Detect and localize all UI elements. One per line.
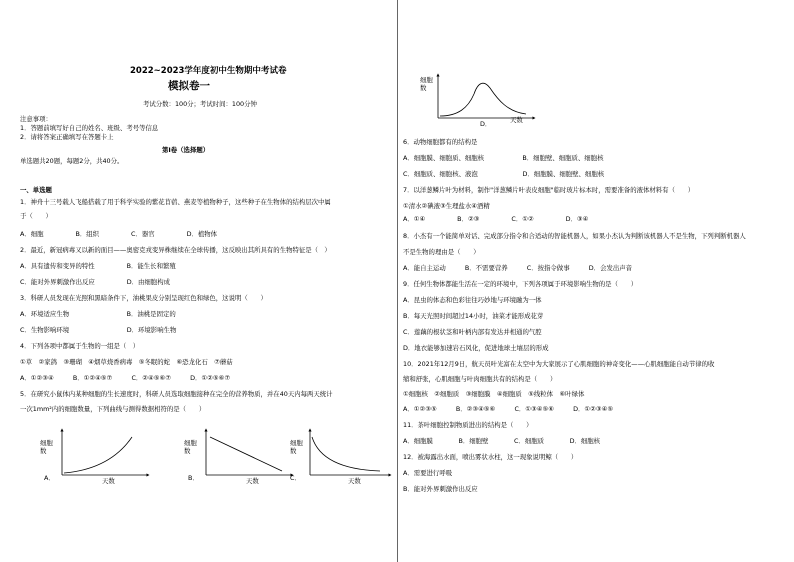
question-line: 6．动物细胞都有的结构是: [403, 138, 478, 146]
graph-c: [290, 425, 395, 485]
question-line: 7．以洋葱鳞片叶为材料，制作"洋葱鳞片叶表皮细胞"临时玻片标本时，需要准备的液体材料有（ ）: [403, 186, 695, 194]
option-line: A．细胞膜 B．细胞壁 C．细胞质 D．细胞核: [403, 437, 601, 445]
y-axis-label: 细胞数: [40, 439, 53, 455]
option-line: C．能对外界刺激作出反应 D．由细胞构成: [20, 278, 170, 286]
exam-info: 考试分数：100分；考试时间：100分钟: [143, 100, 257, 108]
notice-title: 注意事项：: [20, 115, 52, 123]
section-desc: 单选题共20题，每题2分，共40分。: [20, 157, 124, 165]
graph-a-label: A．: [44, 474, 55, 482]
option-line: A．具有遗传和变异的特性 B．能生长和繁殖: [20, 262, 176, 270]
option-line: A．环境适应生物 B．油桃是固定的: [20, 310, 176, 318]
items-line: ①细胞核 ②细胞质 ③细胞膜 ④细胞质 ⑤线粒体 ⑥叶绿体: [403, 390, 585, 398]
graph-a: [40, 425, 155, 485]
x-axis-label: 天数: [246, 477, 259, 485]
option-line: C．细胞质、细胞核、液泡 D．细胞膜、细胞壁、细胞核: [403, 170, 605, 178]
option-line: D．地衣能够加速岩石风化，促进地球土壤层的形成: [403, 344, 549, 352]
question-line: 11．茶叶细胞控制物质进出的结构是（ ）: [403, 421, 533, 429]
exam-subtitle: 模拟卷一: [168, 80, 210, 92]
question-line: 5．在研究小鼠体内某种细胞的生长速度时，科研人员选取细胞接种在完全的营养物质，并在40天内每两天统计: [20, 390, 333, 398]
option-line: A．细胞 B．组织 C．器官 D．植物体: [20, 230, 218, 238]
y-axis-label: 细胞数: [420, 76, 433, 92]
section-title: 第Ⅰ卷（选择题）: [162, 146, 210, 154]
items-line: ①草 ②家鸽 ③珊瑚 ④烟草烧香病毒 ⑤冬眠的蛇 ⑥恐龙化石 ⑦蘑菇: [20, 358, 233, 366]
question-line: 4．下列各项中都属于生物的一组是（ ）: [20, 342, 140, 350]
y-axis-label: 细胞数: [290, 439, 303, 455]
question-line: 8．小杰有一个能简单对话、完成部分指令和合适动的智能机器人，如果小杰认为判断该机器人不是生物，下列判断机器人: [403, 232, 746, 240]
option-line: A．需要进行呼吸: [403, 469, 453, 477]
graph-d-label: D．: [480, 120, 492, 128]
x-axis-label: 天数: [510, 116, 523, 124]
notice-1: 1．答题前填写好自己的姓名、班级、考号等信息: [20, 124, 159, 132]
option-line: C．莲藕的根状茎和叶柄内部有发达并相通的气腔: [403, 328, 542, 336]
graph-b: [184, 425, 299, 485]
y-axis-label: 细胞数: [184, 439, 197, 455]
question-line: 1．神舟十三号载人飞船搭载了用于科学实验的紫花苜蓿、燕麦等植物种子，这些种子在生物体的结构层次中属: [20, 198, 331, 206]
option-line: A．能自主运动 B．不需要营养 C．按指令做事 D．会发出声音: [403, 264, 633, 272]
question-line: 缩和舒张，心肌细胞与叶肉细胞共有的结构是（ ）: [403, 375, 557, 383]
option-line: C．生物影响环境 D．环境影响生物: [20, 326, 177, 334]
x-axis-label: 天数: [102, 477, 115, 485]
question-line: 12．被海露出水面，喷出雾状水柱，这一现象说明鲸（ ）: [403, 453, 578, 461]
option-line: A．①②③④ B．①②④⑤⑦ C．②④⑤⑥⑦ D．①②⑤⑥⑦: [20, 374, 231, 382]
question-line: 于（ ）: [20, 212, 52, 220]
graph-c-label: C．: [290, 474, 301, 482]
question-line: 一次1mm²内的细胞数量，下列曲线与测得数据相符的是（ ）: [20, 405, 206, 413]
option-line: A．细胞膜、细胞质、细胞核 B．细胞壁、细胞质、细胞核: [403, 154, 604, 162]
part-title: 一、单选题: [20, 186, 52, 194]
question-line: 3．科研人员发现在光照和黑暗条件下，油桃果皮分别呈现红色和绿色，这说明（ ）: [20, 294, 267, 302]
right-column: [398, 0, 794, 562]
option-line: B．每天光照时间超过14小时，油菜才能形成花芽: [403, 312, 544, 320]
exam-title: 2022~2023学年度初中生物期中考试卷: [130, 66, 287, 76]
question-line: 不是生物的理由是（ ）: [403, 248, 480, 256]
question-line: 2．最近，新冠病毒又以新的面目——奥密克戎变异株继续在全球传播，这反映出其所具有的生物特征是（ ）: [20, 246, 331, 254]
option-line: B．能对外界刺激作出反应: [403, 485, 478, 493]
x-axis-label: 天数: [348, 477, 361, 485]
option-line: A．昆虫的体态和色彩往往巧妙地与环境融为一体: [403, 296, 542, 304]
question-line: 9．任何生物体都能生活在一定的环境中，下列各项属于环境影响生物的是（ ）: [403, 280, 638, 288]
graph-d: [418, 72, 538, 127]
question-line: 10．2021年12月9日，航天员叶光富在太空中为大家展示了心肌细胞的神奇变化——心肌细胞能自动节律的收: [403, 360, 715, 368]
notice-2: 2．请将答案正确填写在答题卡上: [20, 133, 114, 141]
items-line: ①清水②碘液③生理盐水④酒精: [403, 202, 490, 210]
option-line: A．①②③⑤ B．②③④⑤⑥ C．①③④⑤⑥ D．①②③④⑤: [403, 405, 614, 413]
graph-b-label: B．: [188, 474, 199, 482]
option-line: A．①④ B．②③ C．①② D．③④: [403, 215, 589, 223]
